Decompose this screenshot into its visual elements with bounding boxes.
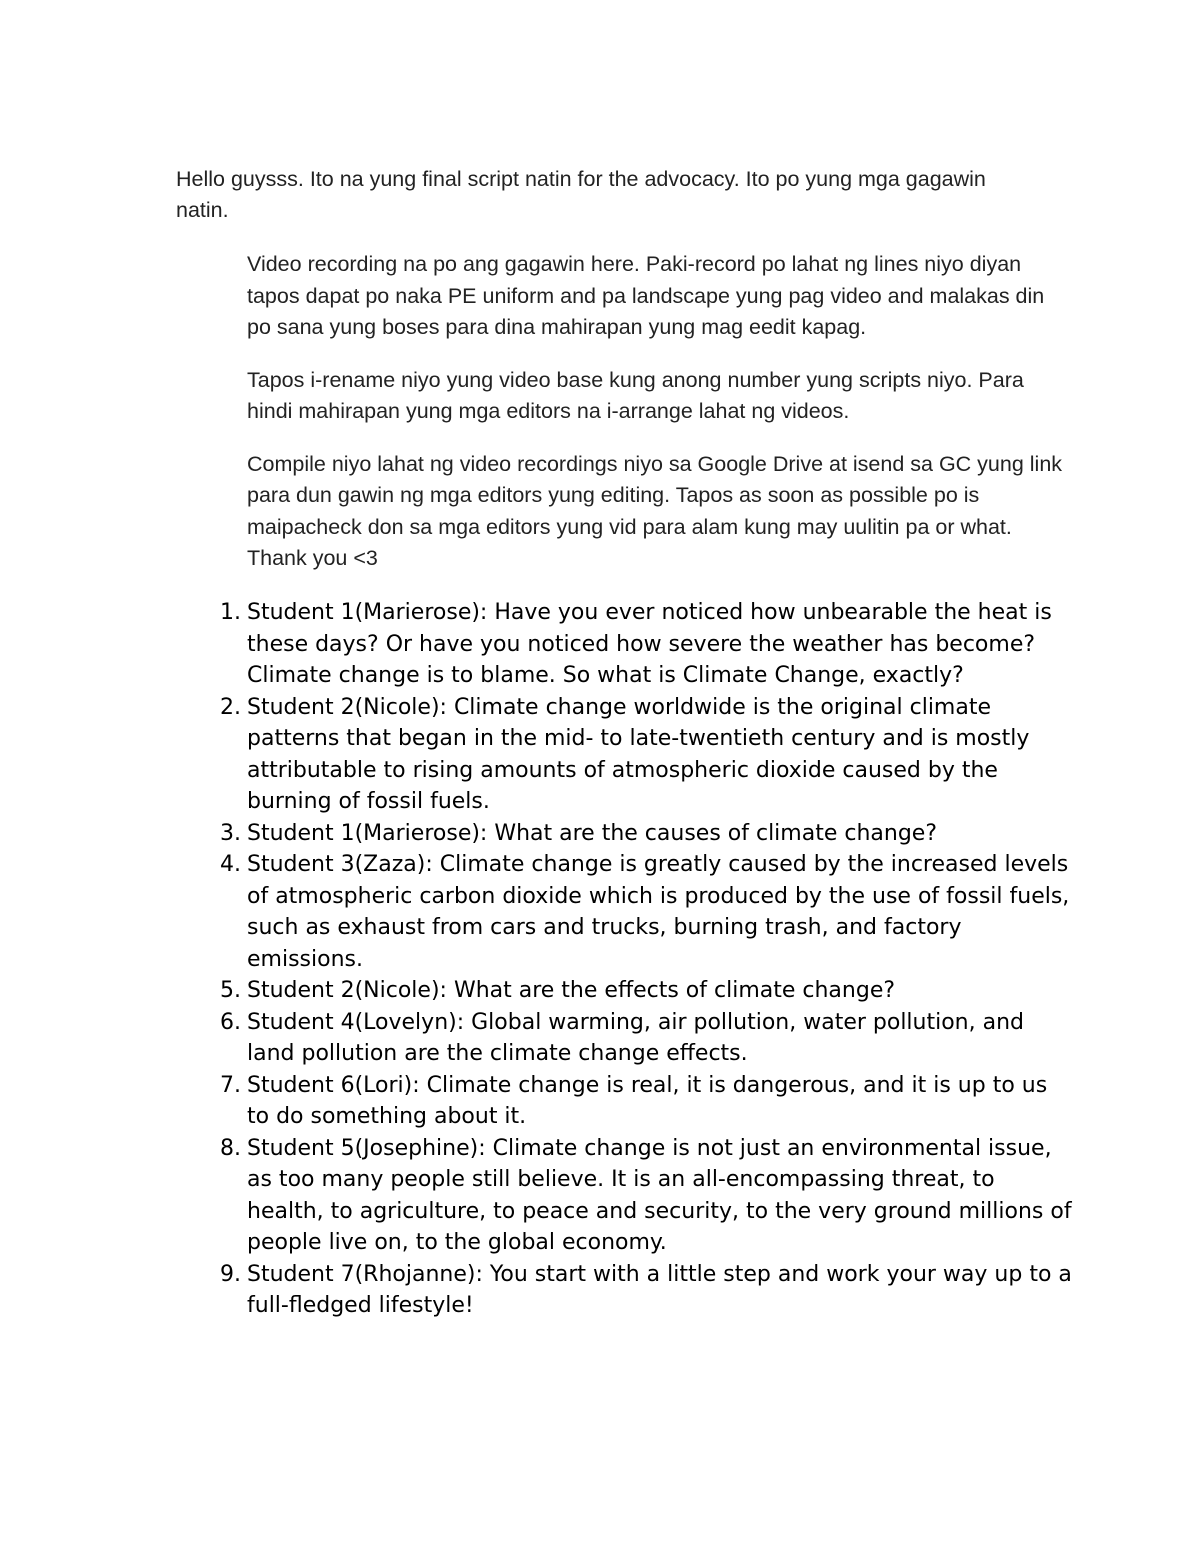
script-line-text: Student 1(Marierose): Have you ever noticed how unbearable the heat is these days? Or have you noticed how severe the weather has become? Climate change is to blame. So what is Climate Change, exactly? <box>247 600 1052 688</box>
script-line-text: Student 2(Nicole): What are the effects of climate change? <box>247 978 896 1003</box>
script-line-text: Student 5(Josephine): Climate change is not just an environmental issue, as too many people still believe. It is an all-encompassing threat, to health, to agriculture, to peace and security, to the very ground millions of people live on, to the global economy. <box>247 1135 1072 1255</box>
list-number: 5. <box>220 978 241 1003</box>
script-line-text: Student 7(Rhojanne): You start with a little step and work your way up to a full-fledged lifestyle! <box>247 1261 1072 1318</box>
script-line <box>205 975 1075 1007</box>
list-number: 3. <box>220 820 241 846</box>
list-number: 7. <box>220 1072 241 1098</box>
script-list <box>205 597 1075 1322</box>
list-number: 8. <box>220 1135 241 1161</box>
list-number: 1. <box>220 600 241 625</box>
script-line-text: Student 1(Marierose): What are the causes of climate change? <box>247 820 938 846</box>
script-line <box>205 1259 1075 1322</box>
script-line <box>205 1070 1075 1133</box>
script-line <box>205 818 1075 850</box>
script-line <box>205 692 1075 818</box>
script-line <box>205 1133 1075 1259</box>
instructions-block <box>247 249 1067 596</box>
script-line <box>205 1007 1075 1070</box>
list-number: 9. <box>220 1261 241 1287</box>
script-line <box>205 597 1075 692</box>
list-number: 2. <box>220 694 241 720</box>
script-line-text: Student 3(Zaza): Climate change is greatly caused by the increased levels of atmospheric carbon dioxide which is produced by the use of fossil fuels, such as exhaust from cars and trucks, burning trash, and factory emissions. <box>247 852 1070 972</box>
list-number: 6. <box>220 1009 241 1035</box>
instruction-paragraph-recording: Video recording na po ang gagawin here. Paki-record po lahat ng lines niyo diyan tapos dapat po naka PE uniform and pa landscape yung pag video and malakas din po sana yung boses para dina mahirapan yung mag eedit kapag. <box>247 252 1045 339</box>
instruction-paragraph-compile: Compile niyo lahat ng video recordings niyo sa Google Drive at isend sa GC yung link para dun gawin ng mga editors yung editing. Tapos as soon as possible po is maipacheck don sa mga editors yung vid para alam kung may uulitin pa or what. Thank you <3 <box>247 451 1063 570</box>
script-line-text: Student 2(Nicole): Climate change worldwide is the original climate patterns that began in the mid- to late-twentieth century and is mostly attributable to rising amounts of atmospheric dioxide caused by the burning of fossil fuels. <box>247 694 1030 814</box>
list-number: 4. <box>220 852 241 877</box>
script-line-text: Student 4(Lovelyn): Global warming, air pollution, water pollution, and land pollution are the climate change effects. <box>247 1009 1025 1066</box>
script-line <box>205 849 1075 975</box>
script-line-text: Student 6(Lori): Climate change is real, it is dangerous, and it is up to us to do something about it. <box>247 1072 1048 1129</box>
intro-paragraph: Hello guysss. Ito na yung final script natin for the advocacy. Ito po yung mga gagawin natin. <box>176 167 986 222</box>
instruction-paragraph-rename: Tapos i-rename niyo yung video base kung anong number yung scripts niyo. Para hindi mahirapan yung mga editors na i-arrange lahat ng videos. <box>247 367 1024 423</box>
